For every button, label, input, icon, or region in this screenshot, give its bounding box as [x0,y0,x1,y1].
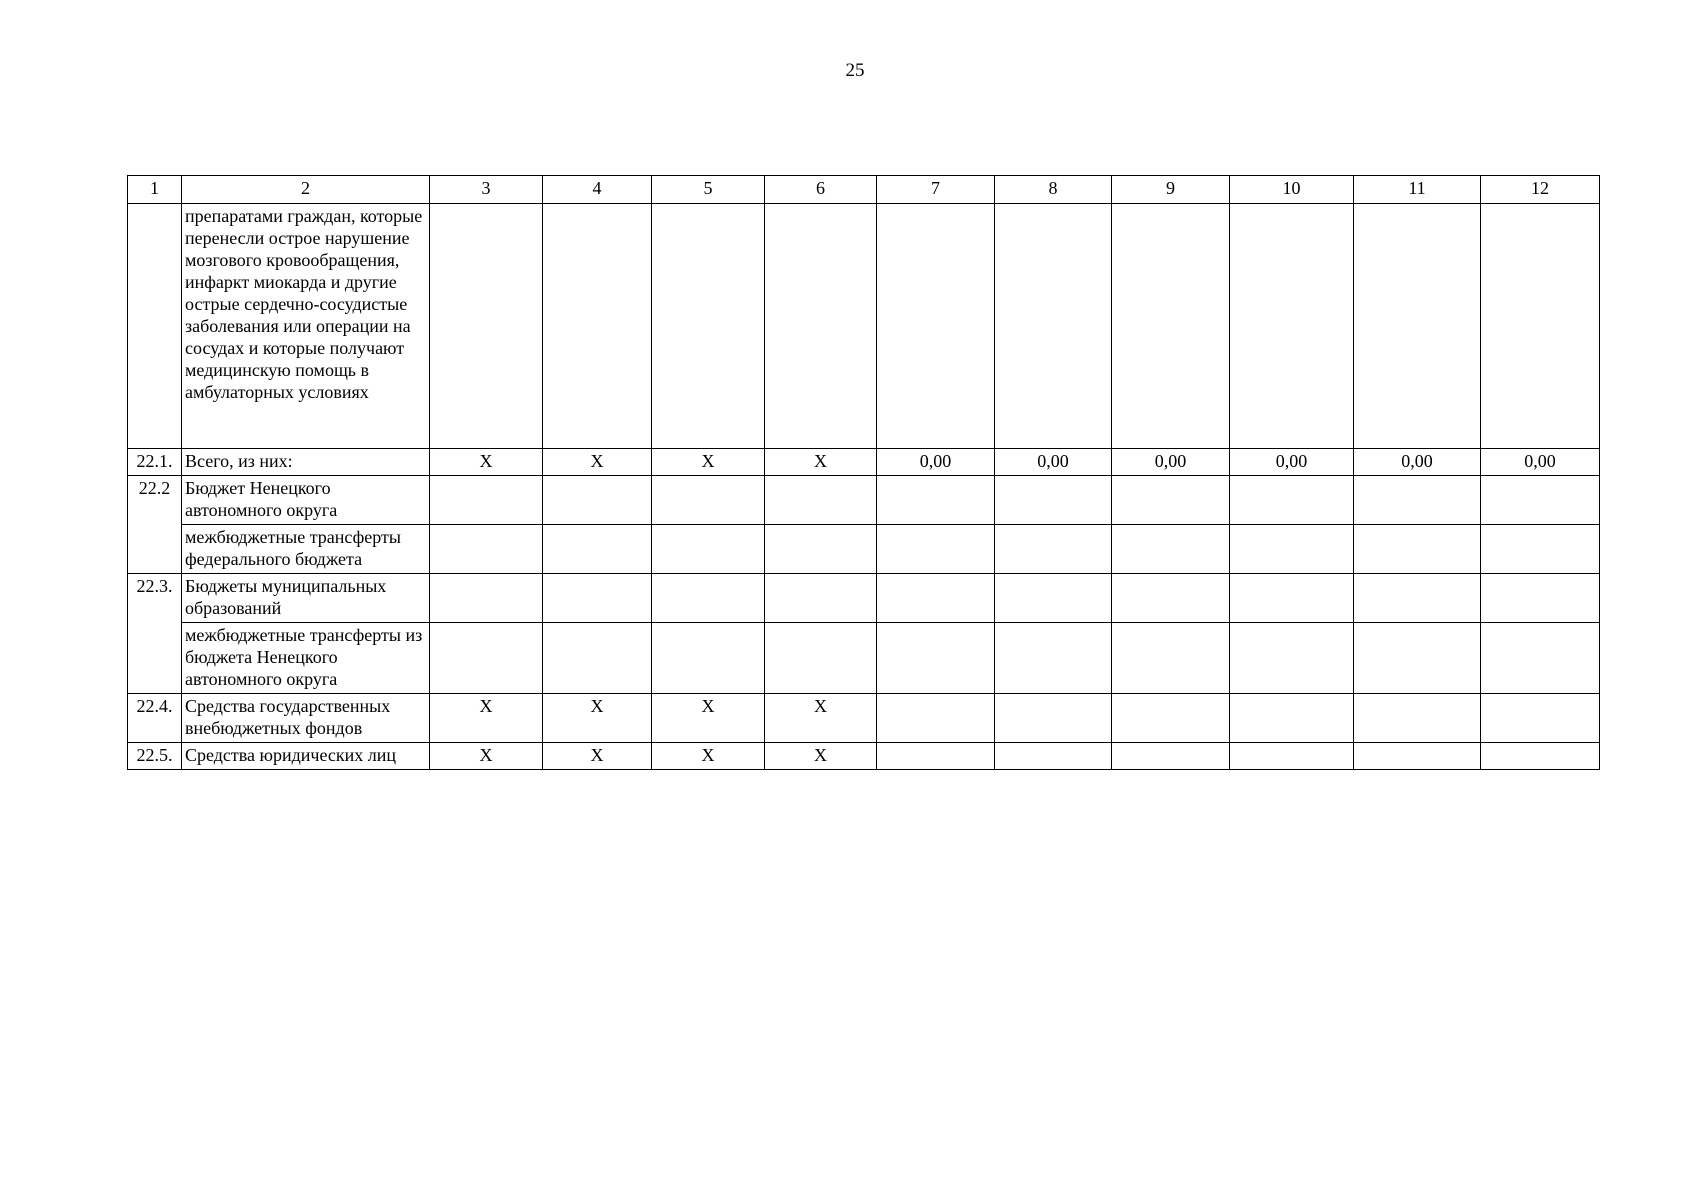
row-label-cell: Всего, из них: [182,449,430,476]
header-cell-5: 5 [652,176,765,204]
header-cell-10: 10 [1230,176,1354,204]
empty-cell [1481,623,1600,694]
row-number-cell: 22.1. [128,449,182,476]
empty-cell [430,623,543,694]
value-cell: 0,00 [1230,449,1354,476]
value-cell: X [430,694,543,743]
row-number-cell: 22.3. [128,574,182,694]
empty-cell [652,204,765,449]
table-row-22-3-sub [128,623,1600,694]
value-cell: X [652,743,765,770]
empty-cell [1230,743,1354,770]
empty-cell [1354,204,1481,449]
row-label-cell: межбюджетные трансферты федерального бюджета [182,525,430,574]
value-cell: X [765,694,877,743]
table-row-22-4 [128,694,1600,743]
empty-cell [1112,694,1230,743]
empty-cell [995,574,1112,623]
value-cell: 0,00 [995,449,1112,476]
empty-cell [995,743,1112,770]
value-cell: X [652,694,765,743]
empty-cell [1230,574,1354,623]
empty-cell [995,204,1112,449]
empty-cell [1112,204,1230,449]
empty-cell [1230,476,1354,525]
page-number: 25 [845,60,865,81]
empty-cell [995,694,1112,743]
row-number-cell: 22.4. [128,694,182,743]
empty-cell [1354,623,1481,694]
empty-cell [877,694,995,743]
empty-cell [543,204,652,449]
value-cell: X [543,694,652,743]
empty-cell [995,623,1112,694]
empty-cell [765,204,877,449]
table-row-22-2 [128,476,1600,525]
empty-cell [1481,204,1600,449]
value-cell: X [430,743,543,770]
value-cell: 0,00 [1354,449,1481,476]
row-label-cell: межбюджетные трансферты из бюджета Ненецкого автономного округа [182,623,430,694]
empty-cell [1230,204,1354,449]
empty-cell [1230,525,1354,574]
empty-cell [1112,574,1230,623]
empty-cell [877,476,995,525]
row-label-cell: Средства юридических лиц [182,743,430,770]
header-cell-9: 9 [1112,176,1230,204]
empty-cell [1230,623,1354,694]
empty-cell [652,476,765,525]
row-number-cell: 22.5. [128,743,182,770]
value-cell: X [543,743,652,770]
row-number-cell [128,204,182,449]
header-cell-11: 11 [1354,176,1481,204]
empty-cell [765,623,877,694]
empty-cell [652,525,765,574]
value-cell: X [543,449,652,476]
empty-cell [1112,525,1230,574]
empty-cell [1481,476,1600,525]
empty-cell [543,476,652,525]
empty-cell [543,574,652,623]
empty-cell [1112,623,1230,694]
empty-cell [430,574,543,623]
empty-cell [877,574,995,623]
header-cell-4: 4 [543,176,652,204]
value-cell: X [652,449,765,476]
header-cell-8: 8 [995,176,1112,204]
table-header-row [128,176,1600,204]
header-cell-12: 12 [1481,176,1600,204]
empty-cell [877,525,995,574]
empty-cell [1354,743,1481,770]
empty-cell [995,525,1112,574]
row-number-cell: 22.2 [128,476,182,574]
value-cell: 0,00 [1112,449,1230,476]
table-row-22-2-sub [128,525,1600,574]
value-cell: X [430,449,543,476]
empty-cell [1354,476,1481,525]
row-label-cell: Бюджет Ненецкого автономного округа [182,476,430,525]
empty-cell [1112,476,1230,525]
empty-cell [652,574,765,623]
empty-cell [1354,694,1481,743]
empty-cell [877,623,995,694]
empty-cell [1481,694,1600,743]
empty-cell [543,525,652,574]
empty-cell [877,743,995,770]
value-cell: X [765,743,877,770]
row-label-cell: Бюджеты муниципальных образований [182,574,430,623]
table-row-continuation [128,204,1600,449]
empty-cell [765,574,877,623]
empty-cell [1354,525,1481,574]
header-cell-7: 7 [877,176,995,204]
empty-cell [995,476,1112,525]
empty-cell [877,204,995,449]
empty-cell [543,623,652,694]
empty-cell [430,204,543,449]
continuation-text-cell: препаратами граждан, которые перенесли острое нарушение мозгового кровообращения, инфаркт миокарда и другие острые сердечно-сосудистые заболевания или операции на сосудах и которые получают медицинскую помощь в амбулаторных условиях [182,204,430,449]
header-cell-1: 1 [128,176,182,204]
empty-cell [765,525,877,574]
budget-table [127,175,1600,770]
empty-cell [1481,743,1600,770]
empty-cell [1230,694,1354,743]
table-row-22-5 [128,743,1600,770]
value-cell: X [765,449,877,476]
empty-cell [430,476,543,525]
empty-cell [430,525,543,574]
empty-cell [1481,525,1600,574]
header-cell-3: 3 [430,176,543,204]
table-row-22-3 [128,574,1600,623]
empty-cell [652,623,765,694]
empty-cell [1354,574,1481,623]
empty-cell [1481,574,1600,623]
empty-cell [1112,743,1230,770]
row-label-cell: Средства государственных внебюджетных фондов [182,694,430,743]
value-cell: 0,00 [1481,449,1600,476]
empty-cell [765,476,877,525]
value-cell: 0,00 [877,449,995,476]
table-row-22-1 [128,449,1600,476]
header-cell-6: 6 [765,176,877,204]
header-cell-2: 2 [182,176,430,204]
